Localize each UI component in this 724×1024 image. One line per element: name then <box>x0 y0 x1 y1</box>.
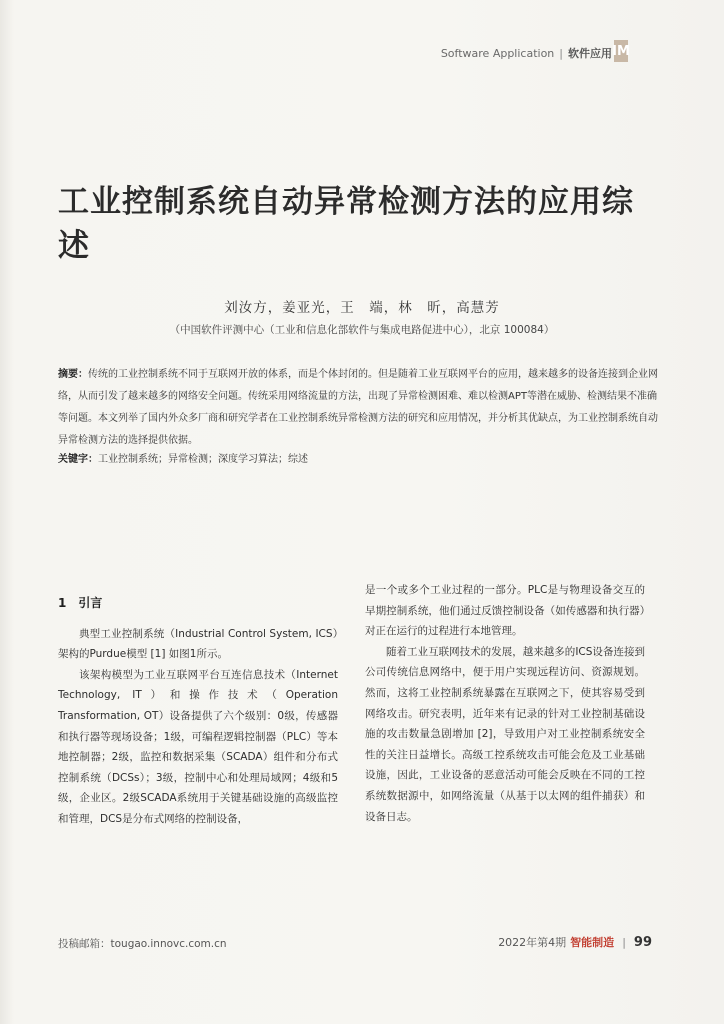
keywords <box>58 452 662 468</box>
keywords-text: 工业控制系统；异常检测；深度学习算法；综述 <box>98 454 308 465</box>
intro-paragraph-2: 该架构模型为工业互联网平台互连信息技术（Internet Technology, IT）和操作技术（Operation Transformation, OT）设备提供了六个级别：0级，传感器和执行器等现场设备；1级，可编程逻辑控制器（PLC）等本地控制器；2级，监控和数据采集（SCADA）组件和分布式控制系统（DCSs）；3级，控制中心和处理局域网；4级和5级，企业区。2级SCADA系统用于关键基础设施的高级监控和管理，DCS是分布式网络的控制设备， <box>58 668 338 825</box>
issue-label: 2022年第4期 <box>498 936 567 949</box>
footer-separator: | <box>622 936 626 949</box>
right-paragraph-1: 是一个或多个工业过程的一部分。PLC是与物理设备交互的早期控制系统，他们通过反馈控制设备（如传感器和执行器）对正在运行的过程进行本地管理。 <box>365 584 645 638</box>
abstract <box>58 364 662 452</box>
section-heading-introduction: 1 引言 <box>58 596 103 610</box>
left-column <box>58 593 338 830</box>
author-affiliation: （中国软件评测中心（工业和信息化部软件与集成电路促进中心），北京 100084） <box>169 324 555 336</box>
intro-paragraph-1: 典型工业控制系统（Industrial Control System, ICS）架构的Purdue模型 [1] 如图1所示。 <box>58 627 338 661</box>
abstract-label: 摘要： <box>58 369 88 380</box>
running-head <box>441 45 612 61</box>
author-list: 刘汝方，姜亚光，王 端，林 昕，高慧芳 <box>224 300 500 316</box>
running-head-en: Software Application <box>440 47 555 60</box>
right-paragraph-2: 随着工业互联网技术的发展，越来越多的ICS设备连接到公司传统信息网络中，便于用户实现远程访问、资源规划。然而，这将工业控制系统暴露在互联网之下，使其容易受到网络攻击。研究表明，近年来有记录的针对工业控制基础设施的攻击数量急剧增加 [2]，导致用户对工业控制系统安全性的关注日益增长。高级工控系统攻击可能会危及工业基础设施，因此，工业设备的恶意活动可能会反映在不同的工控系统数据源中，如网络流量（从基于以太网的组件捕获）和设备日志。 <box>365 645 645 823</box>
page-footer <box>498 934 652 950</box>
paper-title: 工业控制系统自动异常检测方法的应用综述 <box>58 184 634 264</box>
right-column <box>365 580 645 827</box>
running-head-separator: | <box>559 47 563 60</box>
submission-email: 投稿邮箱：tougao.innovc.com.cn <box>58 938 227 950</box>
journal-name: 智能制造 <box>570 936 615 949</box>
page-number: 99 <box>633 935 652 950</box>
running-head-zh: 软件应用 <box>568 47 612 60</box>
keywords-label: 关键字： <box>58 454 98 465</box>
abstract-text: 传统的工业控制系统不同于互联网开放的体系，而是个体封闭的。但是随着工业互联网平台的应用，越来越多的设备连接到企业网络，从而引发了越来越多的网络安全问题。传统采用网络流量的方法，出现了异常检测困难、难以检测APT等潜在威胁、检测结果不准确等问题。本文列举了国内外众多厂商和研究学者在工业控制系统异常检测方法的研究和应用情况，并分析其优缺点，为工业控制系统自动异常检测方法的选择提供依据。 <box>58 369 658 446</box>
section-mark: IM <box>614 40 628 62</box>
